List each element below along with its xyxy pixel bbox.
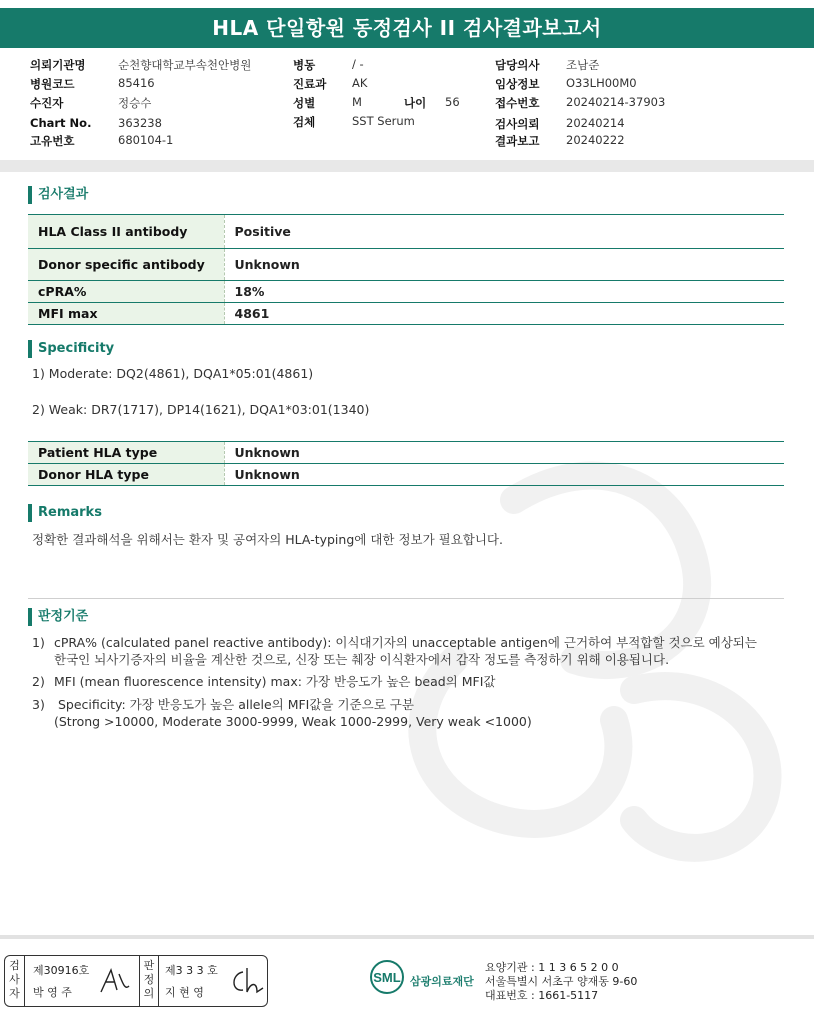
age-label: 나이 [404, 96, 427, 110]
request-label: 검사의뢰 [495, 117, 540, 131]
company-phone: 대표번호 : 1661-5117 [485, 989, 599, 1002]
inspector-license: 제30916호 [33, 964, 90, 977]
specimen-value: SST Serum [352, 114, 415, 128]
hla-key: Donor HLA type [28, 464, 224, 486]
ward-value: / - [352, 57, 364, 71]
criteria-number: 3) [32, 697, 45, 712]
specimen-label: 검체 [293, 115, 316, 129]
hla-type-table [28, 441, 784, 486]
table-row [28, 215, 784, 249]
result-key: MFI max [28, 303, 224, 325]
reviewer-label: 판 정 의 [139, 956, 159, 1006]
clinical-value: O33LH00M0 [566, 76, 637, 90]
doctor-label: 담당의사 [495, 58, 540, 72]
results-heading: 검사결과 [28, 186, 88, 204]
criteria-number: 2) [32, 674, 45, 689]
result-value: Positive [224, 215, 784, 249]
criteria-number: 1) [32, 635, 45, 650]
result-value: 18% [224, 281, 784, 303]
result-key: HLA Class II antibody [28, 215, 224, 249]
receipt-label: 접수번호 [495, 96, 540, 110]
sex-value: M [352, 95, 362, 109]
doctor-value: 조남준 [566, 58, 600, 72]
signature-box [4, 955, 268, 1007]
dept-value: AK [352, 76, 368, 90]
criteria-item [32, 696, 792, 730]
hospital-code-label: 병원코드 [30, 77, 75, 91]
specificity-weak: 2) Weak: DR7(1717), DP14(1621), DQA1*03:01(1340) [32, 402, 370, 417]
results-table [28, 214, 784, 325]
report-title: HLA 단일항원 동정검사 II 검사결과보고서 [0, 8, 814, 48]
inspector-signature [97, 964, 131, 998]
specificity-moderate: 1) Moderate: DQ2(4861), DQA1*05:01(4861) [32, 366, 314, 381]
criteria-line: cPRA% (calculated panel reactive antibody): 이식대기자의 unacceptable antigen에 근거하여 부적합할 것으로 예상되는 [54, 635, 757, 650]
inspector-name: 박 영 주 [33, 986, 72, 999]
chart-value: 363238 [118, 116, 162, 130]
result-key: cPRA% [28, 281, 224, 303]
result-value: Unknown [224, 249, 784, 281]
criteria-item [32, 634, 792, 668]
footer [0, 935, 814, 1014]
specificity-heading: Specificity [28, 340, 114, 358]
remarks-heading: Remarks [28, 504, 102, 522]
clinical-label: 임상정보 [495, 77, 540, 91]
patient-label: 수진자 [30, 96, 64, 110]
criteria-line: MFI (mean fluorescence intensity) max: 가장 반응도가 높은 bead의 MFI값 [54, 674, 496, 689]
company-info [485, 961, 637, 1003]
reviewer-license: 제3 3 3 호 [165, 964, 218, 977]
criteria-divider [28, 598, 784, 599]
table-row [28, 303, 784, 325]
sex-label: 성별 [293, 96, 316, 110]
table-row [28, 249, 784, 281]
criteria-line: 한국인 뇌사기증자의 비율을 계산한 것으로, 신장 또는 췌장 이식환자에서 감작 정도를 측정하기 위해 이용됩니다. [54, 652, 670, 667]
ward-label: 병동 [293, 58, 316, 72]
receipt-value: 20240214-37903 [566, 95, 666, 109]
company-address: 서울특별시 서초구 양재동 9-60 [485, 975, 638, 988]
reviewer-name: 지 현 영 [165, 986, 204, 999]
hospital-code-value: 85416 [118, 76, 155, 90]
chart-label: Chart No. [30, 116, 92, 130]
hla-value: Unknown [224, 442, 784, 464]
sml-logo-text: SML [373, 970, 401, 985]
hla-value: Unknown [224, 464, 784, 486]
age-value: 56 [445, 95, 460, 109]
reviewer-signature [227, 964, 265, 998]
result-key: Donor specific antibody [28, 249, 224, 281]
patient-info [0, 55, 814, 167]
table-row [28, 442, 784, 464]
inspector-label: 검 사 자 [5, 956, 25, 1006]
header-divider [0, 160, 814, 172]
id-value: 680104-1 [118, 133, 174, 147]
company-name: 삼광의료재단 [410, 975, 474, 988]
care-code: 요양기관 : 1 1 3 6 5 2 0 0 [485, 961, 619, 974]
table-row [28, 281, 784, 303]
patient-value: 정승수 [118, 96, 152, 110]
hla-key: Patient HLA type [28, 442, 224, 464]
report-date-value: 20240222 [566, 133, 625, 147]
dept-label: 진료과 [293, 77, 327, 91]
institution-label: 의뢰기관명 [30, 58, 86, 72]
criteria-line: (Strong >10000, Moderate 3000-9999, Weak 1000-2999, Very weak <1000) [54, 714, 532, 729]
criteria-item [32, 673, 792, 690]
criteria-line: Specificity: 가장 반응도가 높은 allele의 MFI값을 기준으로 구분 [54, 697, 414, 712]
remarks-text: 정확한 결과해석을 위해서는 환자 및 공여자의 HLA-typing에 대한 정보가 필요합니다. [32, 532, 503, 547]
table-row [28, 464, 784, 486]
request-value: 20240214 [566, 116, 625, 130]
id-label: 고유번호 [30, 134, 75, 148]
result-value: 4861 [224, 303, 784, 325]
institution-value: 순천향대학교부속천안병원 [118, 58, 252, 72]
report-date-label: 결과보고 [495, 134, 540, 148]
criteria-heading: 판정기준 [28, 608, 88, 626]
